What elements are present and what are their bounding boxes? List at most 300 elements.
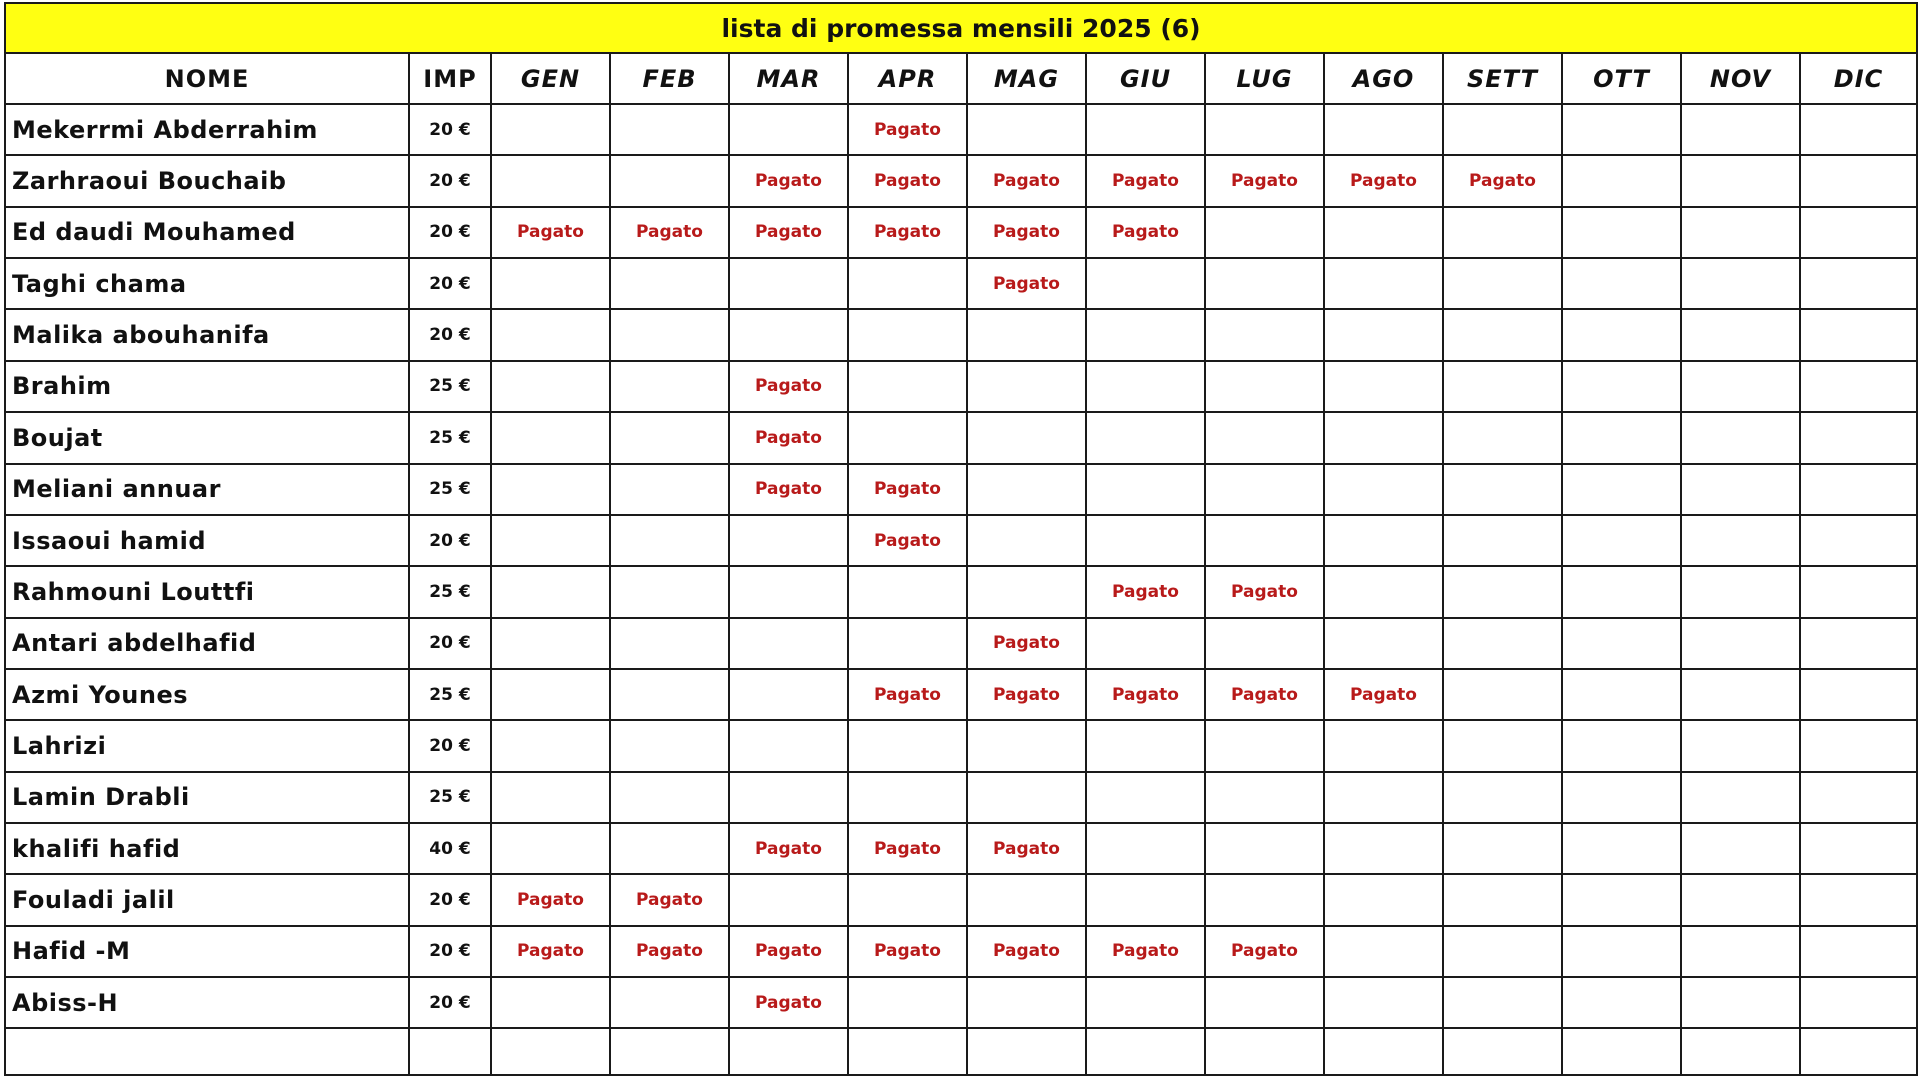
month-cell-mag[interactable] — [967, 566, 1086, 617]
month-cell-mag[interactable]: Pagato — [967, 926, 1086, 977]
table-row — [5, 515, 1917, 566]
month-cell-apr[interactable]: Pagato — [848, 104, 967, 155]
month-cell-mar[interactable] — [729, 720, 848, 771]
month-cell-mag[interactable] — [967, 309, 1086, 360]
month-cell-sett[interactable] — [1443, 874, 1562, 925]
month-cell-apr[interactable]: Pagato — [848, 926, 967, 977]
month-cell-giu[interactable] — [1086, 977, 1205, 1028]
table-row — [5, 772, 1917, 823]
empty-cell[interactable] — [1205, 1028, 1324, 1075]
month-cell-feb[interactable]: Pagato — [610, 926, 729, 977]
header-month-giu[interactable]: GIU — [1086, 53, 1205, 104]
month-cell-apr[interactable]: Pagato — [848, 515, 967, 566]
month-cell-sett[interactable] — [1443, 309, 1562, 360]
month-cell-ago[interactable] — [1324, 361, 1443, 412]
month-cell-mag[interactable] — [967, 772, 1086, 823]
imp-cell[interactable]: 20 € — [409, 258, 491, 309]
month-cell-ott[interactable] — [1562, 772, 1681, 823]
empty-cell[interactable] — [409, 1028, 491, 1075]
month-cell-mar[interactable] — [729, 566, 848, 617]
month-cell-mag[interactable] — [967, 361, 1086, 412]
imp-cell[interactable]: 20 € — [409, 155, 491, 206]
month-cell-nov[interactable] — [1681, 464, 1800, 515]
month-cell-apr[interactable]: Pagato — [848, 823, 967, 874]
month-cell-sett[interactable] — [1443, 258, 1562, 309]
month-cell-mar[interactable]: Pagato — [729, 412, 848, 463]
table-row — [5, 720, 1917, 771]
month-cell-ott[interactable] — [1562, 977, 1681, 1028]
month-cell-nov[interactable] — [1681, 361, 1800, 412]
month-cell-ago[interactable] — [1324, 412, 1443, 463]
month-cell-dic[interactable] — [1800, 464, 1917, 515]
month-cell-giu[interactable]: Pagato — [1086, 566, 1205, 617]
month-cell-sett[interactable] — [1443, 977, 1562, 1028]
month-cell-giu[interactable]: Pagato — [1086, 926, 1205, 977]
month-cell-ago[interactable] — [1324, 104, 1443, 155]
month-cell-nov[interactable] — [1681, 772, 1800, 823]
month-cell-nov[interactable] — [1681, 104, 1800, 155]
month-cell-mag[interactable]: Pagato — [967, 669, 1086, 720]
month-cell-lug[interactable] — [1205, 258, 1324, 309]
month-cell-feb[interactable] — [610, 464, 729, 515]
month-cell-giu[interactable] — [1086, 104, 1205, 155]
imp-cell[interactable]: 20 € — [409, 977, 491, 1028]
month-cell-ott[interactable] — [1562, 258, 1681, 309]
month-cell-lug[interactable] — [1205, 309, 1324, 360]
month-cell-mar[interactable]: Pagato — [729, 926, 848, 977]
month-cell-feb[interactable] — [610, 977, 729, 1028]
month-cell-apr[interactable]: Pagato — [848, 155, 967, 206]
month-cell-giu[interactable] — [1086, 309, 1205, 360]
month-cell-sett[interactable]: Pagato — [1443, 155, 1562, 206]
month-cell-gen[interactable] — [491, 977, 610, 1028]
imp-cell[interactable]: 20 € — [409, 618, 491, 669]
month-cell-mag[interactable] — [967, 977, 1086, 1028]
month-cell-gen[interactable] — [491, 566, 610, 617]
month-cell-ott[interactable] — [1562, 618, 1681, 669]
month-cell-mag[interactable] — [967, 720, 1086, 771]
header-month-feb[interactable]: FEB — [610, 53, 729, 104]
name-cell[interactable]: Zarhraoui Bouchaib — [5, 155, 409, 206]
month-cell-nov[interactable] — [1681, 669, 1800, 720]
sheet-body — [5, 104, 1917, 1075]
table-row — [5, 207, 1917, 258]
month-cell-mar[interactable] — [729, 309, 848, 360]
month-cell-mar[interactable] — [729, 515, 848, 566]
name-cell[interactable]: Antari abdelhafid — [5, 618, 409, 669]
table-row — [5, 155, 1917, 206]
month-cell-lug[interactable]: Pagato — [1205, 926, 1324, 977]
month-cell-lug[interactable] — [1205, 412, 1324, 463]
imp-cell[interactable]: 40 € — [409, 823, 491, 874]
month-cell-nov[interactable] — [1681, 155, 1800, 206]
month-cell-gen[interactable] — [491, 412, 610, 463]
month-cell-sett[interactable] — [1443, 104, 1562, 155]
month-cell-dic[interactable] — [1800, 618, 1917, 669]
month-cell-lug[interactable] — [1205, 823, 1324, 874]
month-cell-sett[interactable] — [1443, 926, 1562, 977]
month-cell-lug[interactable]: Pagato — [1205, 566, 1324, 617]
month-cell-apr[interactable] — [848, 566, 967, 617]
month-cell-mag[interactable]: Pagato — [967, 207, 1086, 258]
month-cell-mag[interactable] — [967, 874, 1086, 925]
month-cell-giu[interactable] — [1086, 258, 1205, 309]
month-cell-nov[interactable] — [1681, 874, 1800, 925]
month-cell-ago[interactable]: Pagato — [1324, 669, 1443, 720]
month-cell-apr[interactable] — [848, 412, 967, 463]
empty-cell[interactable] — [610, 1028, 729, 1075]
month-cell-sett[interactable] — [1443, 772, 1562, 823]
name-cell[interactable]: Ed daudi Mouhamed — [5, 207, 409, 258]
table-row — [5, 464, 1917, 515]
month-cell-mar[interactable] — [729, 104, 848, 155]
title-row — [5, 3, 1917, 53]
table-row — [5, 412, 1917, 463]
month-cell-nov[interactable] — [1681, 412, 1800, 463]
month-cell-giu[interactable] — [1086, 412, 1205, 463]
header-month-mag[interactable]: MAG — [967, 53, 1086, 104]
name-cell[interactable]: Abiss-H — [5, 977, 409, 1028]
month-cell-apr[interactable]: Pagato — [848, 669, 967, 720]
month-cell-ago[interactable]: Pagato — [1324, 155, 1443, 206]
month-cell-sett[interactable] — [1443, 566, 1562, 617]
month-cell-dic[interactable] — [1800, 823, 1917, 874]
month-cell-feb[interactable] — [610, 155, 729, 206]
imp-cell[interactable]: 25 € — [409, 464, 491, 515]
empty-cell[interactable] — [848, 1028, 967, 1075]
header-month-nov[interactable]: NOV — [1681, 53, 1800, 104]
month-cell-ago[interactable] — [1324, 874, 1443, 925]
header-nome[interactable]: NOME — [5, 53, 409, 104]
month-cell-ott[interactable] — [1562, 104, 1681, 155]
month-cell-sett[interactable] — [1443, 361, 1562, 412]
month-cell-lug[interactable] — [1205, 720, 1324, 771]
month-cell-giu[interactable] — [1086, 874, 1205, 925]
empty-cell[interactable] — [1086, 1028, 1205, 1075]
month-cell-giu[interactable] — [1086, 720, 1205, 771]
month-cell-mar[interactable] — [729, 772, 848, 823]
month-cell-mar[interactable] — [729, 258, 848, 309]
name-cell[interactable]: Mekerrmi Abderrahim — [5, 104, 409, 155]
month-cell-mar[interactable]: Pagato — [729, 155, 848, 206]
month-cell-giu[interactable]: Pagato — [1086, 669, 1205, 720]
month-cell-nov[interactable] — [1681, 515, 1800, 566]
month-cell-ott[interactable] — [1562, 874, 1681, 925]
month-cell-ago[interactable] — [1324, 977, 1443, 1028]
month-cell-mag[interactable] — [967, 464, 1086, 515]
month-cell-dic[interactable] — [1800, 309, 1917, 360]
month-cell-gen[interactable] — [491, 104, 610, 155]
month-cell-feb[interactable]: Pagato — [610, 874, 729, 925]
month-cell-sett[interactable] — [1443, 823, 1562, 874]
month-cell-ago[interactable] — [1324, 464, 1443, 515]
month-cell-ago[interactable] — [1324, 720, 1443, 771]
month-cell-dic[interactable] — [1800, 258, 1917, 309]
month-cell-apr[interactable] — [848, 361, 967, 412]
month-cell-ott[interactable] — [1562, 361, 1681, 412]
month-cell-ago[interactable] — [1324, 823, 1443, 874]
month-cell-feb[interactable] — [610, 669, 729, 720]
month-cell-ott[interactable] — [1562, 823, 1681, 874]
table-row — [5, 669, 1917, 720]
name-cell[interactable]: Rahmouni Louttfi — [5, 566, 409, 617]
month-cell-mar[interactable]: Pagato — [729, 464, 848, 515]
month-cell-mag[interactable] — [967, 515, 1086, 566]
month-cell-feb[interactable] — [610, 772, 729, 823]
month-cell-ago[interactable] — [1324, 258, 1443, 309]
empty-cell[interactable] — [1443, 1028, 1562, 1075]
header-month-dic[interactable]: DIC — [1800, 53, 1917, 104]
table-row — [5, 977, 1917, 1028]
month-cell-mar[interactable] — [729, 618, 848, 669]
payment-sheet — [4, 2, 1918, 1076]
month-cell-feb[interactable] — [610, 823, 729, 874]
month-cell-dic[interactable] — [1800, 669, 1917, 720]
month-cell-apr[interactable] — [848, 977, 967, 1028]
name-cell[interactable]: Lamin Drabli — [5, 772, 409, 823]
imp-cell[interactable]: 20 € — [409, 926, 491, 977]
month-cell-ago[interactable] — [1324, 515, 1443, 566]
month-cell-dic[interactable] — [1800, 515, 1917, 566]
imp-cell[interactable]: 25 € — [409, 361, 491, 412]
sheet-title[interactable]: lista di promessa mensili 2025 (6) — [5, 3, 1917, 53]
month-cell-lug[interactable] — [1205, 772, 1324, 823]
imp-cell[interactable]: 25 € — [409, 669, 491, 720]
empty-cell[interactable] — [1800, 1028, 1917, 1075]
month-cell-dic[interactable] — [1800, 412, 1917, 463]
month-cell-lug[interactable] — [1205, 464, 1324, 515]
month-cell-gen[interactable] — [491, 155, 610, 206]
empty-cell[interactable] — [1681, 1028, 1800, 1075]
header-month-ott[interactable]: OTT — [1562, 53, 1681, 104]
month-cell-mar[interactable]: Pagato — [729, 823, 848, 874]
imp-cell[interactable]: 20 € — [409, 207, 491, 258]
month-cell-feb[interactable] — [610, 618, 729, 669]
month-cell-apr[interactable] — [848, 258, 967, 309]
month-cell-gen[interactable] — [491, 618, 610, 669]
month-cell-sett[interactable] — [1443, 207, 1562, 258]
month-cell-apr[interactable] — [848, 772, 967, 823]
month-cell-mar[interactable]: Pagato — [729, 207, 848, 258]
month-cell-ott[interactable] — [1562, 309, 1681, 360]
month-cell-feb[interactable] — [610, 104, 729, 155]
month-cell-ott[interactable] — [1562, 412, 1681, 463]
month-cell-mag[interactable]: Pagato — [967, 823, 1086, 874]
month-cell-ott[interactable] — [1562, 926, 1681, 977]
month-cell-lug[interactable] — [1205, 874, 1324, 925]
month-cell-ott[interactable] — [1562, 669, 1681, 720]
month-cell-sett[interactable] — [1443, 464, 1562, 515]
month-cell-apr[interactable]: Pagato — [848, 207, 967, 258]
month-cell-mag[interactable]: Pagato — [967, 618, 1086, 669]
month-cell-feb[interactable] — [610, 258, 729, 309]
month-cell-dic[interactable] — [1800, 566, 1917, 617]
month-cell-apr[interactable] — [848, 309, 967, 360]
name-cell[interactable]: Hafid -M — [5, 926, 409, 977]
table-row — [5, 926, 1917, 977]
imp-cell[interactable]: 25 € — [409, 772, 491, 823]
month-cell-giu[interactable] — [1086, 361, 1205, 412]
name-cell[interactable]: Issaoui hamid — [5, 515, 409, 566]
month-cell-gen[interactable]: Pagato — [491, 926, 610, 977]
month-cell-dic[interactable] — [1800, 720, 1917, 771]
month-cell-ago[interactable] — [1324, 207, 1443, 258]
empty-cell[interactable] — [1562, 1028, 1681, 1075]
month-cell-giu[interactable] — [1086, 464, 1205, 515]
month-cell-ago[interactable] — [1324, 926, 1443, 977]
month-cell-lug[interactable] — [1205, 104, 1324, 155]
month-cell-lug[interactable] — [1205, 618, 1324, 669]
month-cell-nov[interactable] — [1681, 823, 1800, 874]
month-cell-feb[interactable] — [610, 309, 729, 360]
month-cell-ott[interactable] — [1562, 566, 1681, 617]
month-cell-ago[interactable] — [1324, 309, 1443, 360]
month-cell-gen[interactable] — [491, 309, 610, 360]
empty-cell[interactable] — [967, 1028, 1086, 1075]
month-cell-ago[interactable] — [1324, 618, 1443, 669]
month-cell-nov[interactable] — [1681, 309, 1800, 360]
month-cell-dic[interactable] — [1800, 361, 1917, 412]
header-month-lug[interactable]: LUG — [1205, 53, 1324, 104]
month-cell-giu[interactable] — [1086, 823, 1205, 874]
month-cell-sett[interactable] — [1443, 720, 1562, 771]
imp-cell[interactable]: 20 € — [409, 309, 491, 360]
month-cell-gen[interactable]: Pagato — [491, 207, 610, 258]
month-cell-ott[interactable] — [1562, 155, 1681, 206]
month-cell-mag[interactable] — [967, 412, 1086, 463]
name-cell[interactable]: Fouladi jalil — [5, 874, 409, 925]
month-cell-lug[interactable]: Pagato — [1205, 669, 1324, 720]
month-cell-mar[interactable] — [729, 669, 848, 720]
month-cell-apr[interactable] — [848, 720, 967, 771]
month-cell-feb[interactable] — [610, 361, 729, 412]
empty-cell[interactable] — [1324, 1028, 1443, 1075]
month-cell-gen[interactable] — [491, 720, 610, 771]
month-cell-gen[interactable] — [491, 258, 610, 309]
header-month-ago[interactable]: AGO — [1324, 53, 1443, 104]
empty-cell[interactable] — [5, 1028, 409, 1075]
table-row — [5, 874, 1917, 925]
empty-cell[interactable] — [729, 1028, 848, 1075]
month-cell-dic[interactable] — [1800, 926, 1917, 977]
imp-cell[interactable]: 25 € — [409, 412, 491, 463]
month-cell-apr[interactable] — [848, 874, 967, 925]
table-row — [5, 309, 1917, 360]
month-cell-lug[interactable] — [1205, 207, 1324, 258]
month-cell-dic[interactable] — [1800, 977, 1917, 1028]
header-month-apr[interactable]: APR — [848, 53, 967, 104]
month-cell-apr[interactable] — [848, 618, 967, 669]
name-cell[interactable]: Taghi chama — [5, 258, 409, 309]
name-cell[interactable]: Boujat — [5, 412, 409, 463]
month-cell-giu[interactable] — [1086, 772, 1205, 823]
name-cell[interactable]: Malika abouhanifa — [5, 309, 409, 360]
imp-cell[interactable]: 20 € — [409, 720, 491, 771]
month-cell-nov[interactable] — [1681, 926, 1800, 977]
month-cell-nov[interactable] — [1681, 566, 1800, 617]
month-cell-sett[interactable] — [1443, 669, 1562, 720]
month-cell-feb[interactable] — [610, 412, 729, 463]
month-cell-mag[interactable]: Pagato — [967, 258, 1086, 309]
month-cell-gen[interactable]: Pagato — [491, 874, 610, 925]
name-cell[interactable]: Brahim — [5, 361, 409, 412]
month-cell-ott[interactable] — [1562, 464, 1681, 515]
month-cell-gen[interactable] — [491, 669, 610, 720]
imp-cell[interactable]: 20 € — [409, 515, 491, 566]
month-cell-giu[interactable]: Pagato — [1086, 207, 1205, 258]
month-cell-feb[interactable]: Pagato — [610, 207, 729, 258]
month-cell-nov[interactable] — [1681, 618, 1800, 669]
month-cell-giu[interactable]: Pagato — [1086, 155, 1205, 206]
month-cell-mar[interactable]: Pagato — [729, 361, 848, 412]
month-cell-mag[interactable] — [967, 104, 1086, 155]
month-cell-nov[interactable] — [1681, 258, 1800, 309]
month-cell-nov[interactable] — [1681, 207, 1800, 258]
month-cell-nov[interactable] — [1681, 977, 1800, 1028]
month-cell-sett[interactable] — [1443, 618, 1562, 669]
month-cell-apr[interactable]: Pagato — [848, 464, 967, 515]
name-cell[interactable]: Lahrizi — [5, 720, 409, 771]
imp-cell[interactable]: 20 € — [409, 874, 491, 925]
month-cell-lug[interactable]: Pagato — [1205, 155, 1324, 206]
header-month-mar[interactable]: MAR — [729, 53, 848, 104]
month-cell-nov[interactable] — [1681, 720, 1800, 771]
month-cell-gen[interactable] — [491, 823, 610, 874]
month-cell-gen[interactable] — [491, 772, 610, 823]
month-cell-giu[interactable] — [1086, 618, 1205, 669]
header-row — [5, 53, 1917, 104]
month-cell-dic[interactable] — [1800, 772, 1917, 823]
month-cell-lug[interactable] — [1205, 977, 1324, 1028]
table-row — [5, 258, 1917, 309]
month-cell-sett[interactable] — [1443, 412, 1562, 463]
month-cell-ago[interactable] — [1324, 566, 1443, 617]
name-cell[interactable]: khalifi hafid — [5, 823, 409, 874]
month-cell-gen[interactable] — [491, 361, 610, 412]
month-cell-lug[interactable] — [1205, 515, 1324, 566]
name-cell[interactable]: Meliani annuar — [5, 464, 409, 515]
month-cell-dic[interactable] — [1800, 874, 1917, 925]
month-cell-dic[interactable] — [1800, 207, 1917, 258]
month-cell-feb[interactable] — [610, 566, 729, 617]
header-month-gen[interactable]: GEN — [491, 53, 610, 104]
month-cell-dic[interactable] — [1800, 155, 1917, 206]
header-imp[interactable]: IMP — [409, 53, 491, 104]
month-cell-feb[interactable] — [610, 720, 729, 771]
month-cell-sett[interactable] — [1443, 515, 1562, 566]
imp-cell[interactable]: 25 € — [409, 566, 491, 617]
month-cell-giu[interactable] — [1086, 515, 1205, 566]
imp-cell[interactable]: 20 € — [409, 104, 491, 155]
table-row — [5, 361, 1917, 412]
month-cell-ott[interactable] — [1562, 515, 1681, 566]
header-month-sett[interactable]: SETT — [1443, 53, 1562, 104]
month-cell-gen[interactable] — [491, 464, 610, 515]
month-cell-mag[interactable]: Pagato — [967, 155, 1086, 206]
empty-cell[interactable] — [491, 1028, 610, 1075]
month-cell-dic[interactable] — [1800, 104, 1917, 155]
month-cell-mar[interactable]: Pagato — [729, 977, 848, 1028]
month-cell-ago[interactable] — [1324, 772, 1443, 823]
month-cell-gen[interactable] — [491, 515, 610, 566]
month-cell-feb[interactable] — [610, 515, 729, 566]
table-row — [5, 618, 1917, 669]
month-cell-mar[interactable] — [729, 874, 848, 925]
month-cell-ott[interactable] — [1562, 720, 1681, 771]
month-cell-ott[interactable] — [1562, 207, 1681, 258]
name-cell[interactable]: Azmi Younes — [5, 669, 409, 720]
month-cell-lug[interactable] — [1205, 361, 1324, 412]
